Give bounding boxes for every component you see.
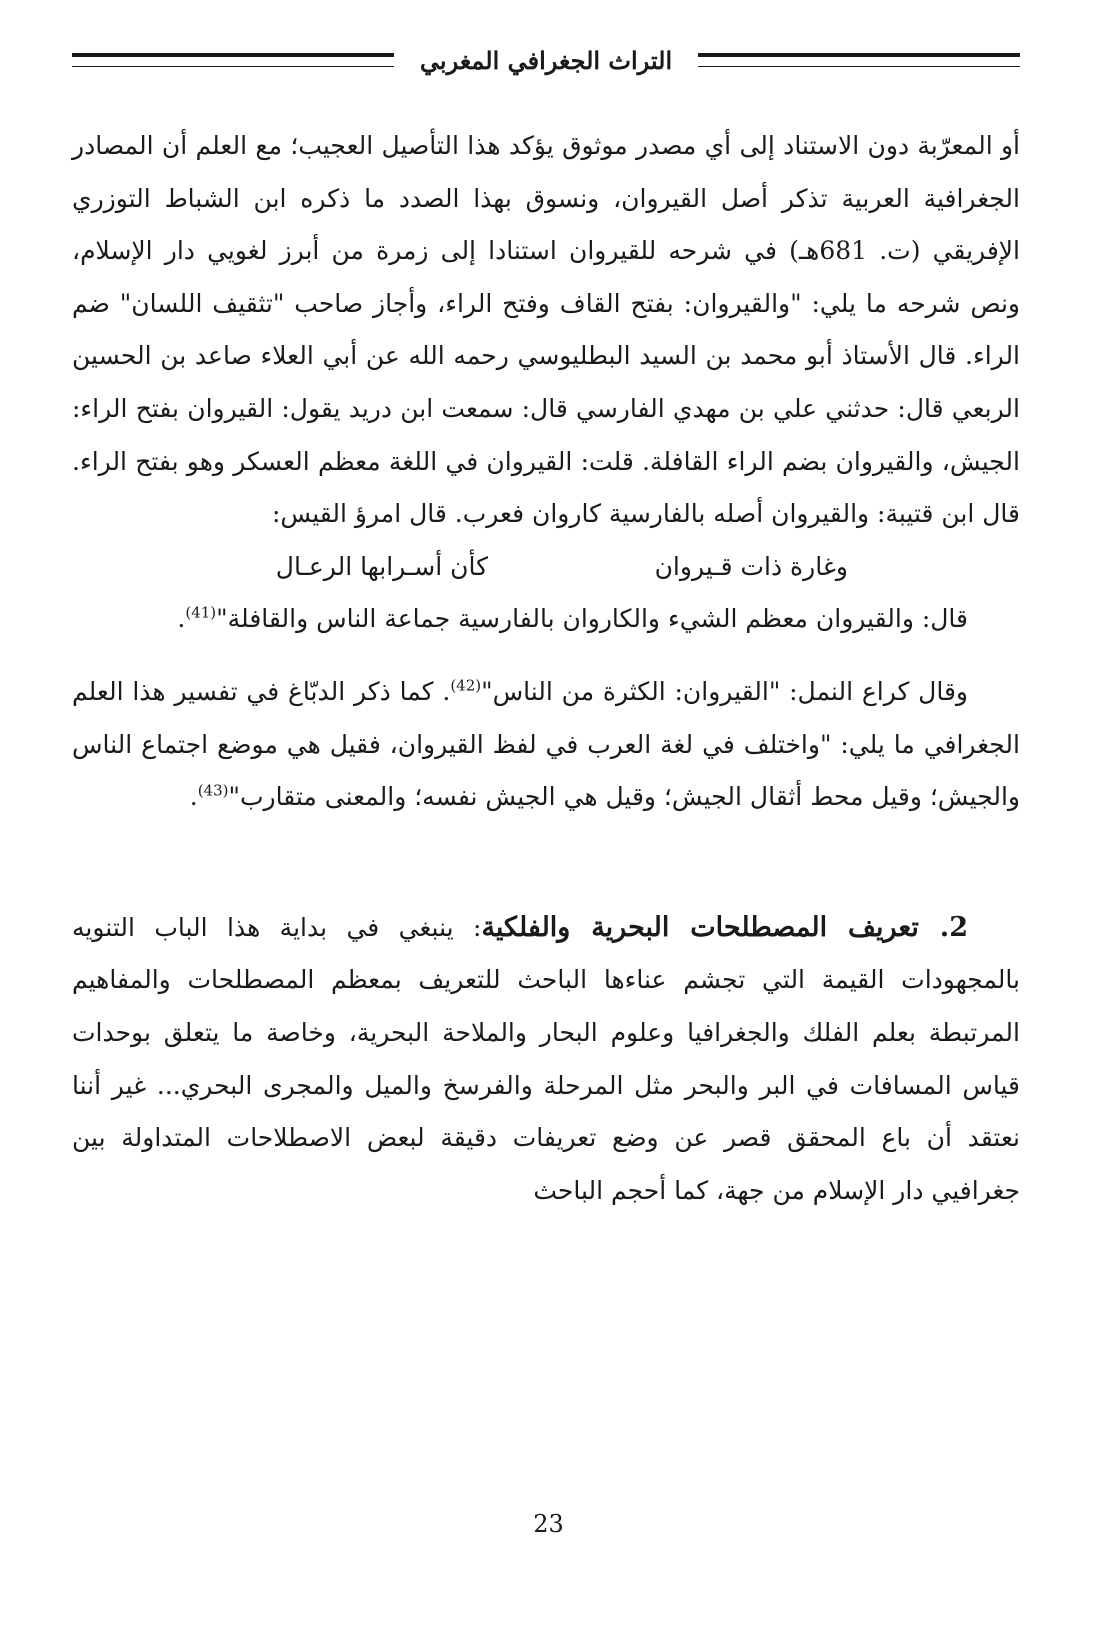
paragraph-end: .	[177, 604, 186, 634]
line: العلم أن المصادر الجغرافية العربية تذكر أصل القيروان، ونسوق بهذا الصدد ما	[72, 131, 1020, 213]
section-2-paragraph	[72, 902, 1020, 1218]
paragraph-gap	[72, 646, 1020, 666]
line: والقيروان بضم الراء القافلة. قلت: القيروان في اللغة معظم العسكر وهو بفتح	[127, 446, 934, 476]
poetry-verse	[72, 541, 1020, 594]
running-header-title: التراث الجغرافي المغربي	[419, 45, 673, 75]
section-gap	[72, 824, 1020, 902]
line: زمرة من أبرز لغويي دار الإسلام، ونص شرحه ما يلي: "والقيروان: بفتح القاف	[72, 236, 1020, 318]
line: السيد البطليوسي رحمه الله عن أبي العلاء صاعد بن الحسين الربعي قال: حدثني	[72, 341, 1020, 423]
verse-hemistich-second: كأن أسـرابها الرعـال	[275, 551, 488, 581]
line: وفتح الراء، وأجاز صاحب "تثقيف اللسان" ضم الراء. قال الأستاذ أبو محمد بن	[72, 288, 1021, 371]
section-heading: 2. تعريف المصطلحات البحرية والفلكية	[481, 911, 968, 943]
header-rule-right	[698, 53, 1020, 67]
paragraph-text: وقال كراع النمل: "القيروان: الكثرة من الناس"	[481, 676, 968, 706]
verse-hemistich-first: وغارة ذات قـيروان	[654, 551, 848, 581]
paragraph-1	[72, 120, 1020, 541]
page-number: 23	[533, 1510, 564, 1538]
body-text	[72, 120, 1020, 1217]
running-header	[72, 38, 1020, 82]
header-rule-left	[72, 53, 394, 67]
footnote-ref-42[interactable]: (42)	[450, 676, 482, 695]
paragraph-text: قال: والقيروان معظم الشيء والكاروان بالفارسية جماعة الناس والقافلة"	[216, 604, 968, 634]
line: ذكره ابن الشباط التوزري الإفريقي (ت. 681هـ) في شرحه للقيروان استنادا إلى	[72, 183, 1020, 266]
line: الراء. قال ابن قتيبة: والقيروان أصله بالفارسية كاروان فعرب. قال امرؤ القيس:	[72, 446, 1020, 529]
paragraph-2	[72, 593, 1020, 646]
paragraph-text: : ينبغي في بداية هذا الباب التنويه بالمجهودات القيمة التي تجشم عناءها الباحث للتعريف بمعظم المصطلحات والمفاهيم المرتبطة بعلم الفلك والجغرافيا وعلوم البحار والملاحة البحرية، وخاصة ما يتعلق بوحدات قياس المسافات في البر والبحر مثل المرحلة والفرسخ والميل والمجرى البحري... غير أننا نعتقد أن باع المحقق قصر عن وضع تعريفات دقيقة لبعض الاصطلاحات المتداولة بين جغرافيي دار الإسلام من جهة، كما أحجم الباحث	[72, 912, 1020, 1205]
paragraph-text: . كما ذكر الدبّاغ في تفسير هذا العلم الجغرافي ما يلي: "واختلف في لغة العرب في لفظ القيروان، فقيل هي موضع اجتماع الناس والجيش؛ وقيل محط أثقال الجيش؛ وقيل هي الجيش نفسه؛ والمعنى متقارب"	[72, 676, 1020, 812]
line: علي بن مهدي الفارسي قال: سمعت ابن دريد يقول: القيروان بفتح الراء: الجيش،	[72, 393, 1020, 476]
footnote-ref-41[interactable]: (41)	[185, 604, 217, 623]
line: أو المعرّبة دون الاستناد إلى أي مصدر موثوق يؤكد هذا التأصيل العجيب؛ مع	[247, 131, 1020, 160]
paragraph-3	[72, 666, 1020, 824]
footnote-ref-43[interactable]: (43)	[197, 781, 229, 800]
paragraph-end: .	[189, 782, 198, 812]
